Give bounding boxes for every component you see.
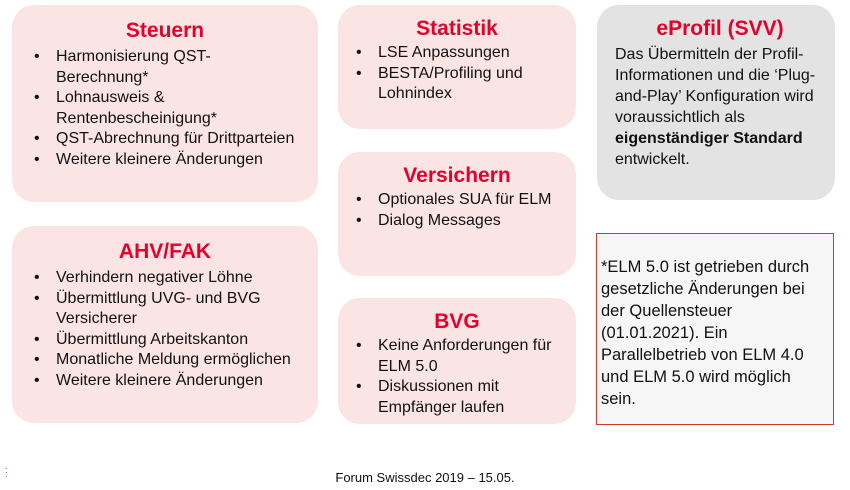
eprofil-text (615, 44, 825, 170)
list-item: • Übermittlung Arbeitskanton (28, 330, 302, 351)
bvg-list (350, 336, 564, 418)
steuern-title: Steuern (125, 19, 205, 42)
footer-text: Forum Swissdec 2019 – 15.05. (335, 470, 515, 485)
eprofil-box (597, 5, 835, 200)
steuern-list (28, 47, 302, 170)
list-item: • LSE Anpassungen (350, 43, 564, 64)
list-item: • Harmonisierung QST-Berechnung* (28, 47, 302, 88)
bvg-box (338, 298, 576, 424)
statistik-list (350, 43, 564, 105)
list-item: • Verhindern negativer Löhne (28, 268, 302, 289)
list-item: • Diskussionen mit Empfänger laufen (350, 377, 564, 418)
ahv-box (12, 226, 318, 423)
eprofil-text-before: Das Übermitteln der Profil-Informationen und die ‘Plug-and-Play’ Konfiguration wird voraussichtlich als (615, 46, 816, 126)
list-item: • Lohnausweis & Rentenbescheinigung* (28, 88, 302, 129)
list-item: • Übermittlung UVG- und BVG Versicherer (28, 289, 302, 330)
ahv-title: AHV/FAK (118, 240, 212, 263)
ahv-list (28, 268, 302, 391)
list-item: • QST-Abrechnung für Drittparteien (28, 129, 302, 150)
decorative-dots: . : (5, 461, 8, 479)
eprofil-text-bold: eigenständiger Standard (615, 130, 803, 147)
statistik-box (338, 5, 576, 129)
list-item: • Keine Anforderungen für ELM 5.0 (350, 336, 564, 377)
list-item: • Weitere kleinere Änderungen (28, 371, 302, 392)
list-item: • BESTA/Profiling und Lohnindex (350, 64, 564, 105)
statistik-title: Statistik (416, 17, 498, 40)
eprofil-text-after: entwickelt. (615, 151, 690, 168)
versichern-title: Versichern (403, 164, 511, 187)
footnote-box (596, 233, 834, 425)
footnote-text: *ELM 5.0 ist getrieben durch gesetzliche Änderungen bei der Quellensteuer (01.01.2021). Ein Parallelbetrieb von ELM 4.0 und ELM 5.0 wird möglich sein. (601, 258, 810, 408)
bvg-title: BVG (434, 310, 480, 333)
list-item: • Optionales SUA für ELM (350, 190, 564, 211)
list-item: • Weitere kleinere Änderungen (28, 150, 302, 171)
list-item: • Dialog Messages (350, 211, 564, 232)
versichern-box (338, 152, 576, 276)
versichern-list (350, 190, 564, 231)
list-item: • Monatliche Meldung ermöglichen (28, 350, 302, 371)
steuern-box (12, 5, 318, 202)
eprofil-title: eProfil (SVV) (656, 17, 784, 40)
